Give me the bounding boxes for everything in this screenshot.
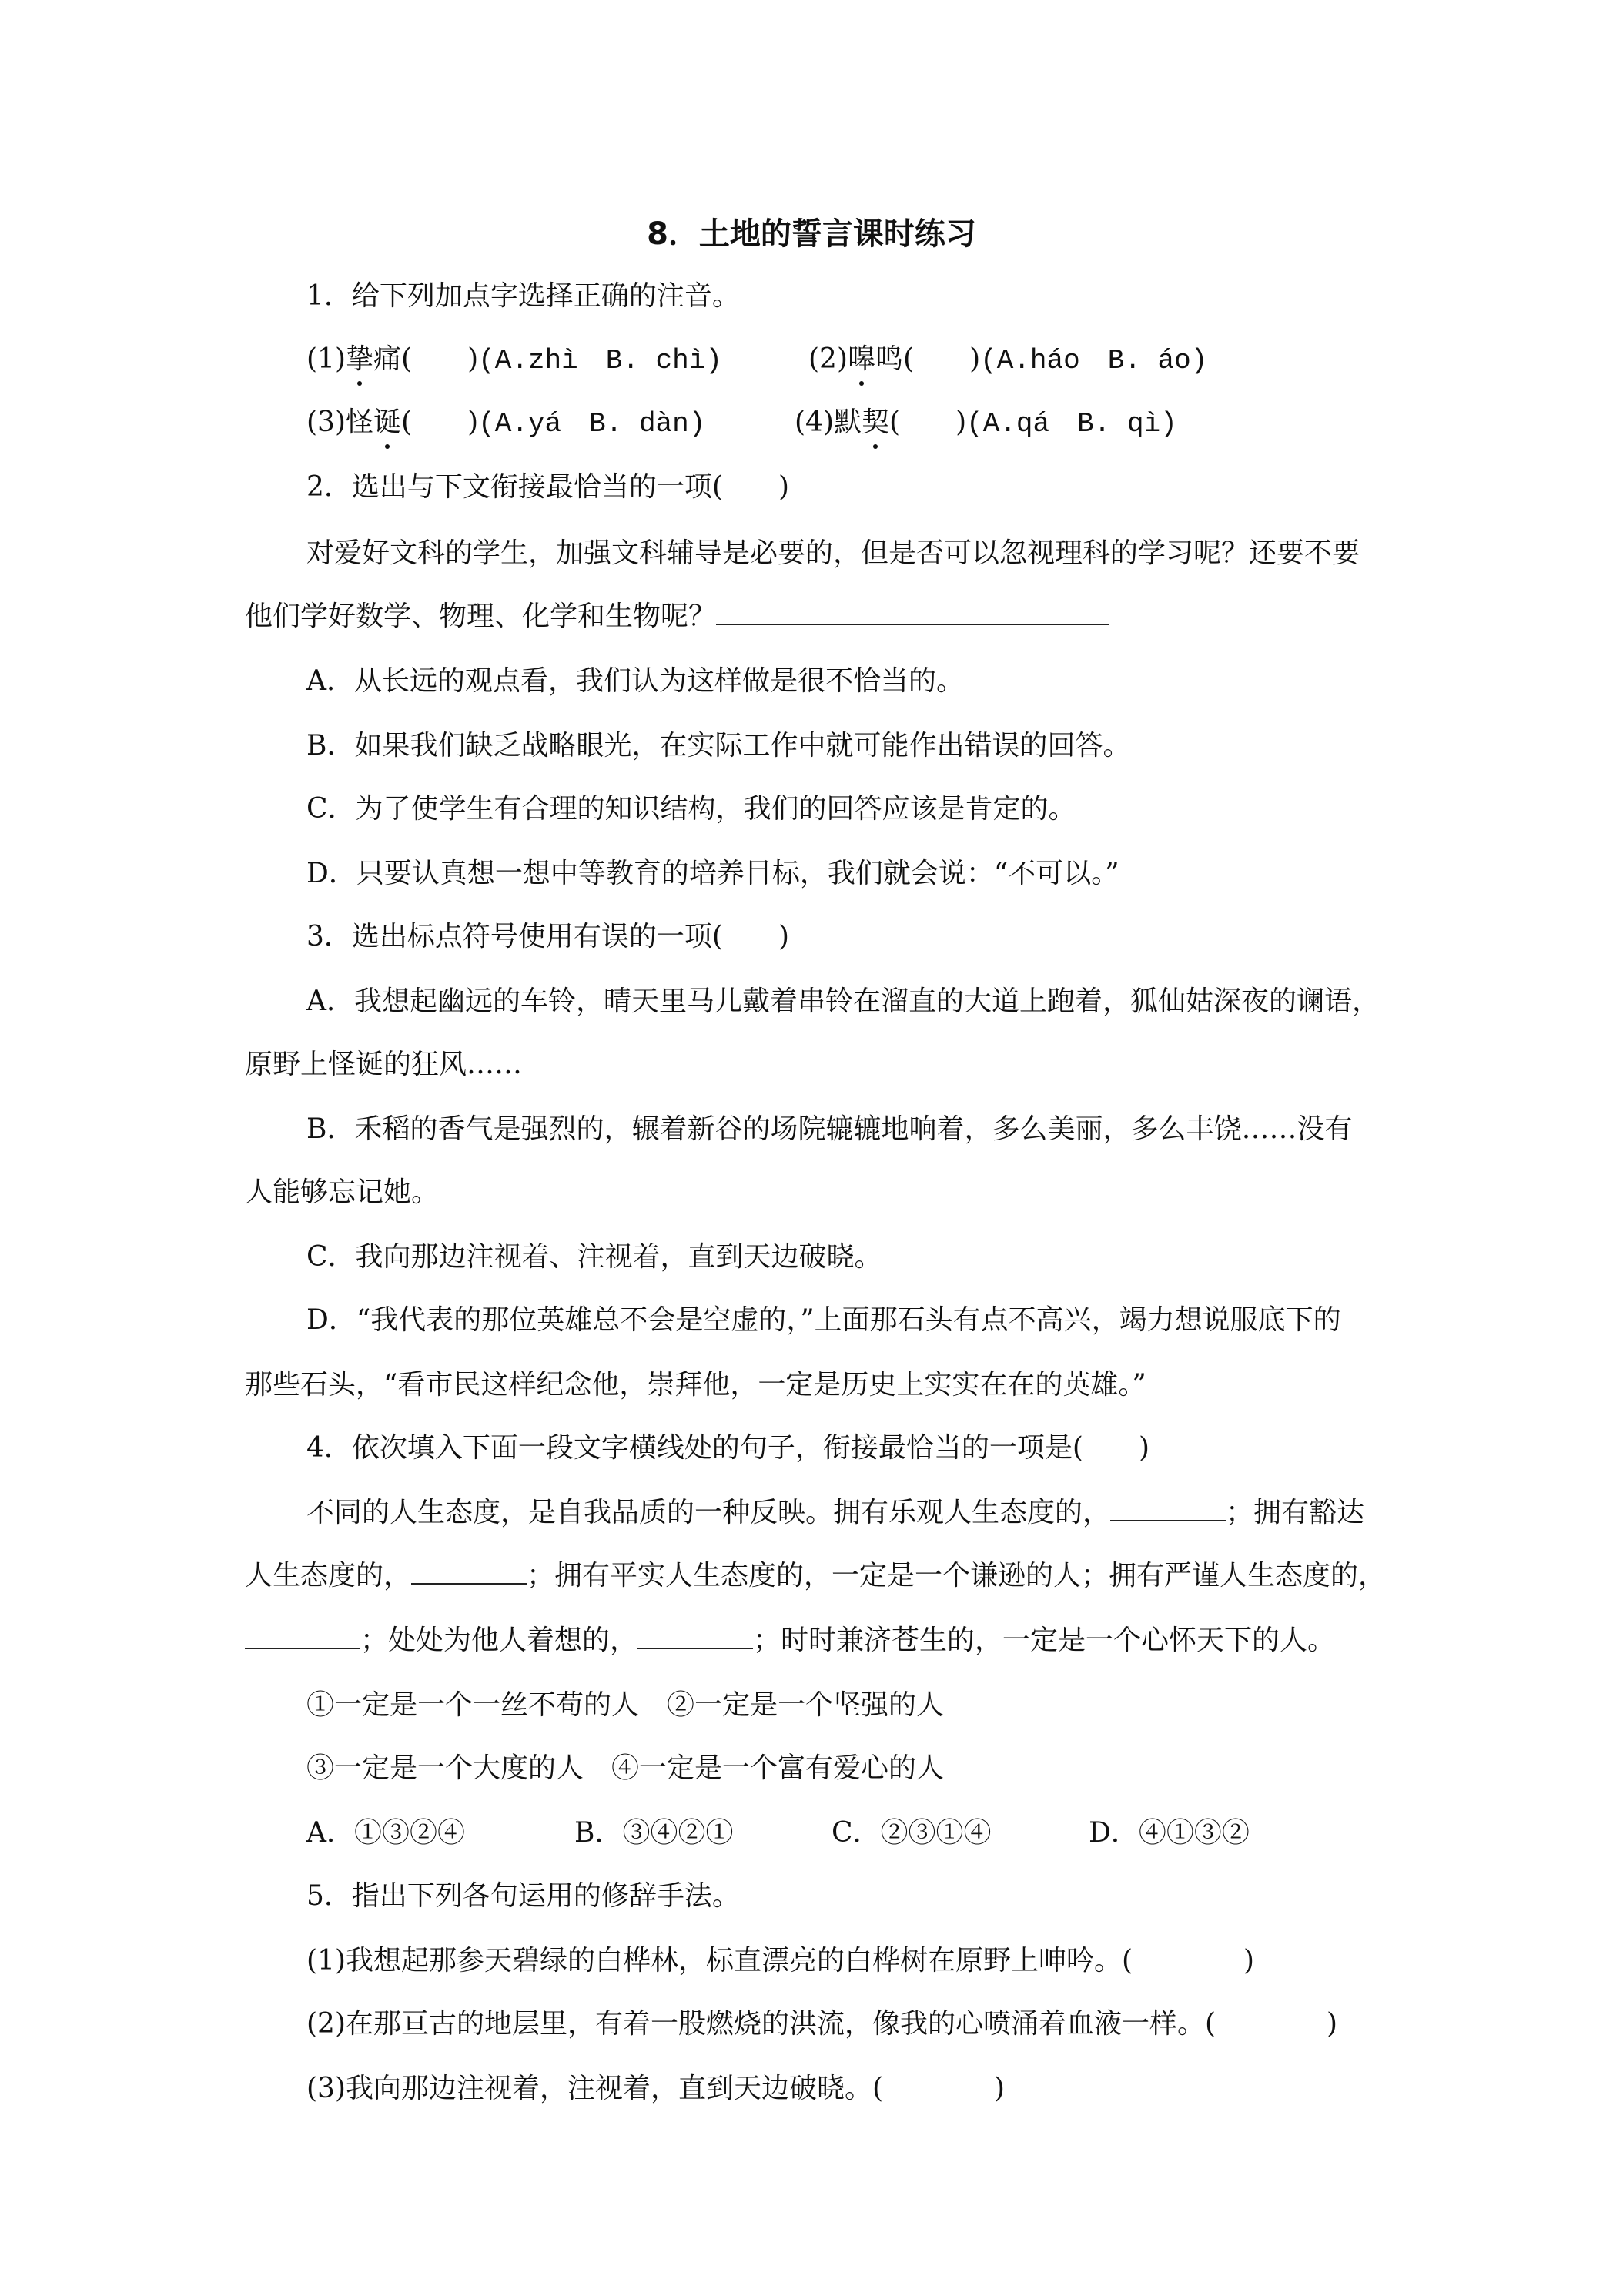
q2-option-b: B．如果我们缺乏战略眼光，在实际工作中就可能作出错误的回答。 (306, 730, 1131, 761)
answer-blank (1110, 1497, 1226, 1521)
q4-option-b: B．③④②① (574, 1817, 734, 1849)
dotted-char: 诞 (373, 400, 401, 440)
q2-passage-line-2: 他们学好数学、物理、化学和生物呢？ (245, 594, 1109, 634)
answer-blank (716, 601, 1109, 625)
dotted-char: 挚 (346, 337, 373, 377)
q4-option-c: C．②③①④ (832, 1817, 992, 1849)
q3-option-c: C．我向那边注视着、注视着，直到天边破晓。 (306, 1241, 882, 1273)
q2-option-d: D．只要认真想一想中等教育的培养目标，我们就会说：“不可以。” (306, 858, 1119, 889)
q3-option-a-line-2: 原野上怪诞的狂风…… (245, 1049, 523, 1080)
q2-stem: 2．选出与下文衔接最恰当的一项( ) (306, 471, 789, 503)
q5-item-1: (1)我想起那参天碧绿的白桦林，标直漂亮的白桦树在原野上呻吟。( ) (306, 1945, 1255, 1976)
q5-stem: 5．指出下列各句运用的修辞手法。 (306, 1880, 740, 1912)
q4-option-d: D．④①③② (1089, 1817, 1250, 1849)
q3-option-a-line-1: A．我想起幽远的车铃，晴天里马儿戴着串铃在溜直的大道上跑着，狐仙姑深夜的谰语， (306, 986, 1380, 1017)
answer-blank (637, 1625, 753, 1649)
q3-option-b-line-1: B．禾稻的香气是强烈的，辗着新谷的场院辘辘地响着，多么美丽，多么丰饶……没有 (306, 1113, 1353, 1145)
q4-sentences-1: ①一定是一个一丝不苟的人 ②一定是一个坚强的人 (306, 1689, 945, 1721)
q4-passage-line-3: ；处处为他人着想的， ；时时兼济苍生的，一定是一个心怀天下的人。 (245, 1618, 1335, 1658)
answer-blank (245, 1625, 360, 1649)
q2-passage-line-1: 对爱好文科的学生，加强文科辅导是必要的，但是否可以忽视理科的学习呢？还要不要 (306, 537, 1360, 569)
q4-passage-line-1: 不同的人生态度，是自我品质的一种反映。拥有乐观人生态度的， ；拥有豁达 (306, 1497, 1365, 1528)
dotted-char: 嗥 (848, 337, 875, 377)
q4-stem: 4．依次填入下面一段文字横线处的句子，衔接最恰当的一项是( ) (306, 1432, 1149, 1464)
q1-item-3: (3)怪诞( )(A.yá B. dàn) (306, 400, 705, 440)
q2-option-a: A．从长远的观点看，我们认为这样做是很不恰当的。 (306, 665, 964, 697)
q1-item-4: (4)默契( )(A.qá B. qì) (795, 400, 1177, 440)
q4-passage-line-2: 人生态度的， ；拥有平实人生态度的，一定是一个谦逊的人；拥有严谨人生态度的， (245, 1560, 1387, 1591)
dotted-char: 契 (862, 400, 889, 440)
q3-option-b-line-2: 人能够忘记她。 (245, 1176, 440, 1208)
q3-option-d-line-2: 那些石头，“看市民这样纪念他，崇拜他，一定是历史上实实在在的英雄。” (245, 1369, 1146, 1401)
answer-blank (411, 1560, 527, 1585)
q5-item-3: (3)我向那边注视着，注视着，直到天边破晓。( ) (306, 2073, 1006, 2104)
q4-sentences-2: ③一定是一个大度的人 ④一定是一个富有爱心的人 (306, 1752, 945, 1784)
q5-item-2: (2)在那亘古的地层里，有着一股燃烧的洪流，像我的心喷涌着血液一样。( ) (306, 2008, 1338, 2040)
q1-stem: 1．给下列加点字选择正确的注音。 (306, 280, 740, 312)
q1-item-2: (2)嗥鸣( )(A.háo B. áo) (808, 337, 1207, 377)
q2-option-c: C．为了使学生有合理的知识结构，我们的回答应该是肯定的。 (306, 793, 1076, 825)
page-title: 8．土地的誓言课时练习 (647, 216, 976, 252)
q4-option-a: A．①③②④ (306, 1817, 465, 1849)
q1-item-1: (1)挚痛( )(A.zhì B. chì) (306, 337, 722, 377)
q3-option-d-line-1: D．“我代表的那位英雄总不会是空虚的，”上面那石头有点不高兴，竭力想说服底下的 (306, 1304, 1341, 1336)
q3-stem: 3．选出标点符号使用有误的一项( ) (306, 921, 789, 952)
